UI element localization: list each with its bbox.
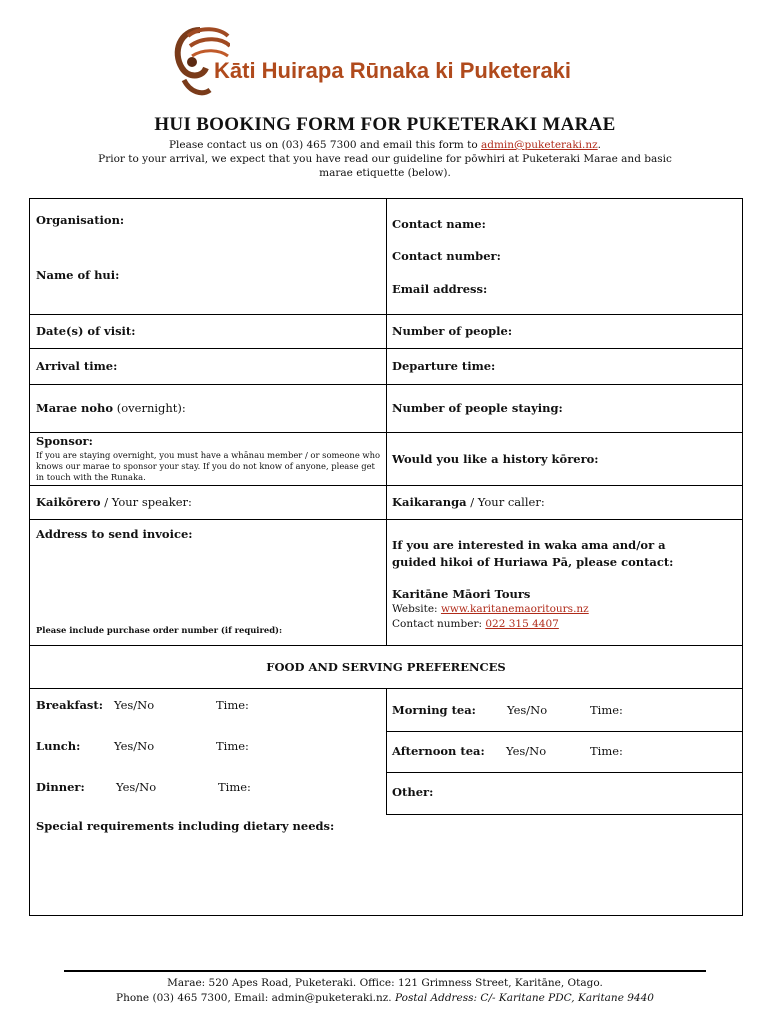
intro-line2: Prior to your arrival, we expect that you have read our guideline for pōwhiri at Puketeraki Marae and basic marae etiquette (below). (98, 153, 672, 179)
noho-bold: Marae noho (36, 401, 114, 415)
lunch-time[interactable]: Time: (216, 739, 249, 753)
arrival-label: Arrival time: (36, 359, 118, 373)
morning-tea-time[interactable]: Time: (590, 703, 623, 717)
tours-name: Karitāne Māori Tours (392, 587, 531, 601)
kaikorero-label (36, 495, 192, 509)
footer (0, 976, 770, 1006)
special-requirements-label: Special requirements including dietary needs: (36, 819, 335, 833)
waka-line2: guided hikoi of Huriawa Pā, please contact: (392, 555, 674, 569)
footer-line2-pre: Phone (03) 465 7300, Email: admin@puketeraki.nz. (116, 992, 395, 1004)
dates-label: Date(s) of visit: (36, 324, 136, 338)
po-note: Please include purchase order number (if required): (36, 625, 283, 635)
contact-name-label: Contact name: (392, 217, 486, 231)
footer-postal: Postal Address: C/- Karitane PDC, Karitane 9440 (394, 992, 654, 1004)
website-label: Website: (392, 603, 441, 615)
intro-email-link[interactable]: admin@puketeraki.nz (480, 139, 598, 151)
organisation-label: Organisation: (36, 213, 125, 227)
lunch-yesno[interactable]: Yes/No (114, 739, 155, 753)
noho-rest: (overnight): (113, 401, 186, 415)
website-line (392, 603, 589, 615)
number-people-label: Number of people: (392, 324, 513, 338)
booking-form (29, 198, 743, 916)
afternoon-tea-yesno[interactable]: Yes/No (506, 744, 547, 758)
dinner-yesno[interactable]: Yes/No (116, 780, 157, 794)
breakfast-yesno[interactable]: Yes/No (114, 698, 155, 712)
food-heading: FOOD AND SERVING PREFERENCES (266, 660, 506, 674)
noho-label (36, 401, 186, 415)
afternoon-tea-time[interactable]: Time: (590, 744, 623, 758)
morning-tea-label: Morning tea: (392, 703, 476, 717)
afternoon-tea-label: Afternoon tea: (392, 744, 485, 758)
other-label: Other: (392, 785, 434, 799)
kaikorero-bold: Kaikōrero (36, 495, 101, 509)
tours-phone-link[interactable]: 022 315 4407 (485, 618, 559, 630)
kaikorero-rest: / Your speaker: (100, 495, 192, 509)
dinner-label: Dinner: (36, 780, 85, 794)
footer-divider (64, 970, 706, 972)
kaikaranga-bold: Kaikaranga (392, 495, 467, 509)
intro-line1-post: . (597, 139, 602, 151)
breakfast-time[interactable]: Time: (216, 698, 249, 712)
sponsor-label: Sponsor: (36, 434, 93, 448)
sponsor-note: If you are staying overnight, you must have a whānau member / or someone who knows our marae to sponsor your stay. If you do not know of anyone, please get in touch with the Runaka. (36, 450, 381, 482)
address-label: Address to send invoice: (36, 527, 193, 541)
kaikaranga-label (392, 495, 545, 509)
tours-contact-line (392, 618, 559, 630)
name-of-hui-label: Name of hui: (36, 268, 120, 282)
departure-label: Departure time: (392, 359, 496, 373)
contact-number-label: Contact number: (392, 249, 501, 263)
logo (170, 22, 620, 102)
number-staying-label: Number of people staying: (392, 401, 563, 415)
dinner-time[interactable]: Time: (218, 780, 251, 794)
logo-text: Kāti Huirapa Rūnaka ki Puketeraki (214, 58, 572, 83)
website-link[interactable]: www.karitanemaoritours.nz (440, 603, 589, 615)
intro-line1-pre: Please contact us on (03) 465 7300 and email this form to (168, 139, 481, 151)
email-address-label: Email address: (392, 282, 488, 296)
lunch-label: Lunch: (36, 739, 81, 753)
footer-line1: Marae: 520 Apes Road, Puketeraki. Office: 121 Grimness Street, Karitāne, Otago. (167, 977, 603, 989)
waka-line1: If you are interested in waka ama and/or a (392, 538, 666, 552)
morning-tea-yesno[interactable]: Yes/No (507, 703, 548, 717)
history-label: Would you like a history kōrero: (392, 452, 599, 466)
intro-text (80, 138, 690, 180)
tours-contact-label: Contact number: (392, 618, 486, 630)
kaikaranga-rest: / Your caller: (466, 495, 545, 509)
breakfast-label: Breakfast: (36, 698, 103, 712)
page-title: HUI BOOKING FORM FOR PUKETERAKI MARAE (154, 114, 616, 135)
